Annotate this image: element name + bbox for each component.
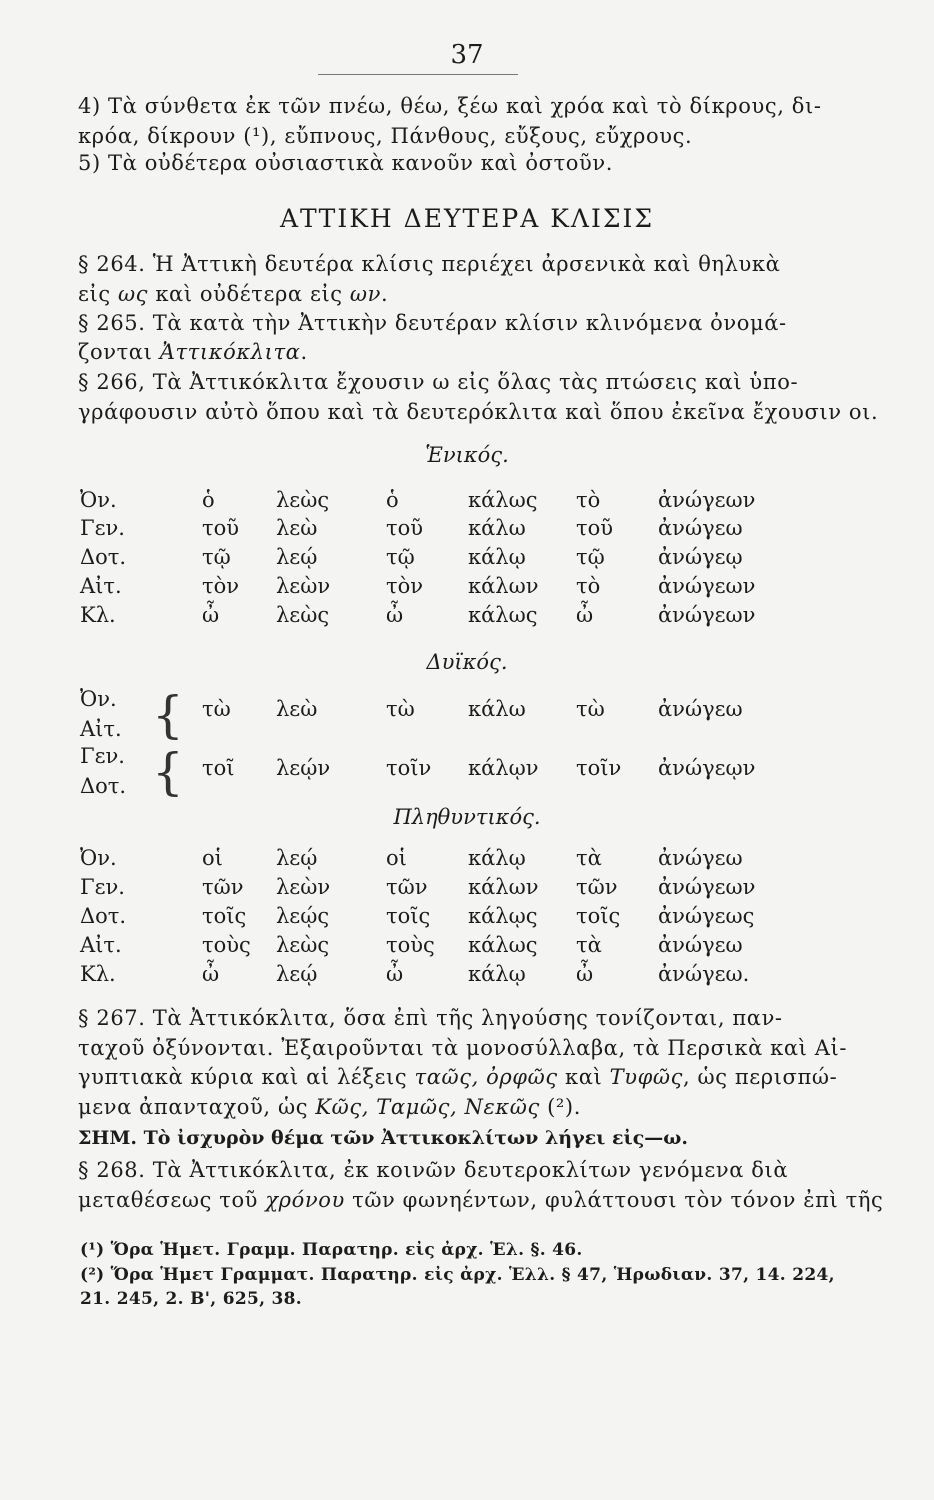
noun-form: ἀνώγεων <box>658 875 756 899</box>
article: τοῖν <box>386 756 432 780</box>
article: τῷ <box>576 545 605 569</box>
noun-form: κάλων <box>468 574 539 598</box>
para-268-line-2: μεταθέσεως τοῦ χρόνου τῶν φωνηέντων, φυλάττουσι τὸν τόνον ἐπὶ τῆς <box>78 1188 884 1212</box>
para-266-line-1: § 266, Τὰ Ἀττικόκλιτα ἔχουσιν ω εἰς ὅλας τὰς πτώσεις καὶ ὑπο- <box>78 370 799 394</box>
noun-form: λεῴ <box>276 962 318 986</box>
noun-form: κάλῳ <box>468 962 526 986</box>
intro-line-3: 5) Τὰ οὐδέτερα οὐσιαστικὰ κανοῦν καὶ ὀστοῦν. <box>78 151 614 175</box>
para-264-line-2: εἰς ως καὶ οὐδέτερα εἰς ων. <box>78 282 389 306</box>
article: τοῦ <box>386 516 424 540</box>
case-label: Δοτ. <box>80 904 127 928</box>
article: ὁ <box>202 488 215 512</box>
noun-form: λεὼς <box>276 488 330 512</box>
footnote-2-line-2: 21. 245, 2. Β', 625, 38. <box>80 1289 302 1309</box>
dual-case-label: Ὀν. Αἰτ. <box>80 687 122 741</box>
section-heading: ΑΤΤΙΚΗ ΔΕΥΤΕΡΑ ΚΛΙΣΙΣ <box>279 204 655 233</box>
note-sem: ΣΗΜ. Τὸ ἰσχυρὸν θέμα τῶν Ἀττικοκλίτων λήγει εἰς—ω. <box>78 1127 689 1149</box>
article: ὦ <box>576 603 594 627</box>
dual-case-label: Γεν. Δοτ. <box>80 744 127 798</box>
case-label: Ὀν. <box>80 846 117 870</box>
noun-form: ἀνώγεω <box>658 933 743 957</box>
singular-row <box>80 516 820 546</box>
noun-form: ἀνώγεω <box>658 516 743 540</box>
article: τοῖ <box>202 756 235 780</box>
article: τοῖς <box>576 904 621 928</box>
singular-row <box>80 488 820 518</box>
article: τοῦ <box>576 516 614 540</box>
article: τὰ <box>576 846 602 870</box>
brace-icon: { <box>152 686 184 744</box>
noun-form: λεὼν <box>276 875 331 899</box>
case-label: Αἰτ. <box>80 933 122 957</box>
case-label: Γεν. <box>80 516 125 540</box>
article: τῷ <box>202 545 231 569</box>
noun-form: λεῴς <box>276 904 330 928</box>
article: τῶν <box>202 875 244 899</box>
noun-form: λεὼ <box>276 697 318 721</box>
article: τὸν <box>386 574 424 598</box>
plural-row <box>80 846 820 876</box>
article: τὸ <box>576 574 601 598</box>
para-267-line-2: ταχοῦ ὀξύνονται. Ἐξαιροῦνται τὰ μονοσύλλαβα, τὰ Περσικὰ καὶ Αἰ- <box>78 1036 848 1060</box>
singular-row <box>80 545 820 575</box>
noun-form: ἀνώγεων <box>658 603 756 627</box>
noun-form: κάλῳ <box>468 846 526 870</box>
noun-form: ἀνώγεω. <box>658 962 750 986</box>
article: τοῖς <box>202 904 247 928</box>
noun-form: ἀνώγεω <box>658 697 743 721</box>
intro-line-1: 4) Τὰ σύνθετα ἐκ τῶν πνέω, θέω, ξέω καὶ χρόα καὶ τὸ δίκρους, δι- <box>78 94 822 118</box>
article: τὼ <box>576 697 605 721</box>
noun-form: λεὼν <box>276 574 331 598</box>
article: ὦ <box>386 603 404 627</box>
case-label: Αἰτ. <box>80 574 122 598</box>
page-number: 37 <box>450 40 484 70</box>
noun-form: κάλῳ <box>468 545 526 569</box>
article: τοὺς <box>202 933 251 957</box>
article: τὼ <box>386 697 415 721</box>
article: τὸν <box>202 574 240 598</box>
para-264-line-1: § 264. Ἡ Ἀττικὴ δευτέρα κλίσις περιέχει ἀρσενικὰ καὶ θηλυκὰ <box>78 252 781 276</box>
case-label: Κλ. <box>80 962 116 986</box>
noun-form: ἀνώγεων <box>658 574 756 598</box>
article: ὦ <box>576 962 594 986</box>
noun-form: ἀνώγεῳ <box>658 545 743 569</box>
noun-form: κάλως <box>468 933 538 957</box>
article: τὸ <box>576 488 601 512</box>
para-267-line-4: μενα ἀπανταχοῦ, ὡς Κῶς, Ταμῶς, Νεκῶς (²). <box>78 1095 581 1119</box>
article: τῶν <box>576 875 618 899</box>
para-267-line-3: γυπτιακὰ κύρια καὶ αἱ λέξεις ταῶς, ὀρφῶς καὶ Τυφῶς, ὡς περισπώ- <box>78 1065 838 1089</box>
noun-form: ἀνώγεως <box>658 904 755 928</box>
article: ὦ <box>202 603 220 627</box>
article: οἱ <box>202 846 223 870</box>
para-265-line-2: ζονται Ἀττικόκλιτα. <box>78 340 308 364</box>
noun-form: ἀνώγεων <box>658 488 756 512</box>
article: τοῖς <box>386 904 431 928</box>
case-label: Κλ. <box>80 603 116 627</box>
article: τοὺς <box>386 933 435 957</box>
dual-row <box>80 697 820 727</box>
plural-title: Πληθυντικός. <box>393 805 541 829</box>
noun-form: κάλῳν <box>468 756 539 780</box>
plural-row <box>80 962 820 992</box>
plural-row <box>80 875 820 905</box>
header-rule <box>318 74 518 75</box>
noun-form: λεῴ <box>276 846 318 870</box>
noun-form: λεῴν <box>276 756 331 780</box>
noun-form: ἀνώγεῳν <box>658 756 756 780</box>
noun-form: κάλων <box>468 875 539 899</box>
noun-form: λεὼς <box>276 933 330 957</box>
article: τὰ <box>576 933 602 957</box>
article: τῶν <box>386 875 428 899</box>
noun-form: λεὼς <box>276 603 330 627</box>
plural-row <box>80 904 820 934</box>
dual-title: Δυϊκός. <box>426 650 508 674</box>
noun-form: κάλω <box>468 516 526 540</box>
article: οἱ <box>386 846 407 870</box>
footnote-2-line-1: (²) Ὅρα Ἡμετ Γραμματ. Παρατηρ. εἰς ἀρχ. Ἑλλ. § 47, Ἡρωδιαν. 37, 14. 224, <box>80 1265 835 1285</box>
singular-title: Ἑνικός. <box>425 443 509 467</box>
singular-row <box>80 574 820 604</box>
article: τὼ <box>202 697 231 721</box>
noun-form: λεὼ <box>276 516 318 540</box>
noun-form: ἀνώγεω <box>658 846 743 870</box>
noun-form: κάλως <box>468 488 538 512</box>
case-label: Γεν. <box>80 875 125 899</box>
article: τῷ <box>386 545 415 569</box>
dual-row <box>80 756 820 786</box>
article: ὦ <box>202 962 220 986</box>
plural-row <box>80 933 820 963</box>
noun-form: κάλω <box>468 697 526 721</box>
brace-icon: { <box>152 743 184 801</box>
article: ὁ <box>386 488 399 512</box>
para-268-line-1: § 268. Τὰ Ἀττικόκλιτα, ἐκ κοινῶν δευτεροκλίτων γενόμενα διὰ <box>78 1158 789 1182</box>
noun-form: κάλῳς <box>468 904 538 928</box>
para-267-line-1: § 267. Τὰ Ἀττικόκλιτα, ὅσα ἐπὶ τῆς ληγούσης τονίζονται, παν- <box>78 1006 783 1030</box>
noun-form: λεῴ <box>276 545 318 569</box>
article: τοῖν <box>576 756 622 780</box>
singular-row <box>80 603 820 633</box>
article: ὦ <box>386 962 404 986</box>
footnote-1: (¹) Ὅρα Ἡμετ. Γραμμ. Παρατηρ. εἰς ἀρχ. Ἑλ. §. 46. <box>80 1240 583 1260</box>
case-label: Δοτ. <box>80 545 127 569</box>
para-266-line-2: γράφουσιν αὐτὸ ὅπου καὶ τὰ δευτερόκλιτα καὶ ὅπου ἐκεῖνα ἔχουσιν οι. <box>78 400 879 424</box>
case-label: Ὀν. <box>80 488 117 512</box>
intro-line-2: κρόα, δίκρουν (¹), εὔπνους, Πάνθους, εὔξους, εὔχρους. <box>78 124 693 148</box>
noun-form: κάλως <box>468 603 538 627</box>
para-265-line-1: § 265. Τὰ κατὰ τὴν Ἀττικὴν δευτέραν κλίσιν κλινόμενα ὀνομά- <box>78 311 787 335</box>
article: τοῦ <box>202 516 240 540</box>
